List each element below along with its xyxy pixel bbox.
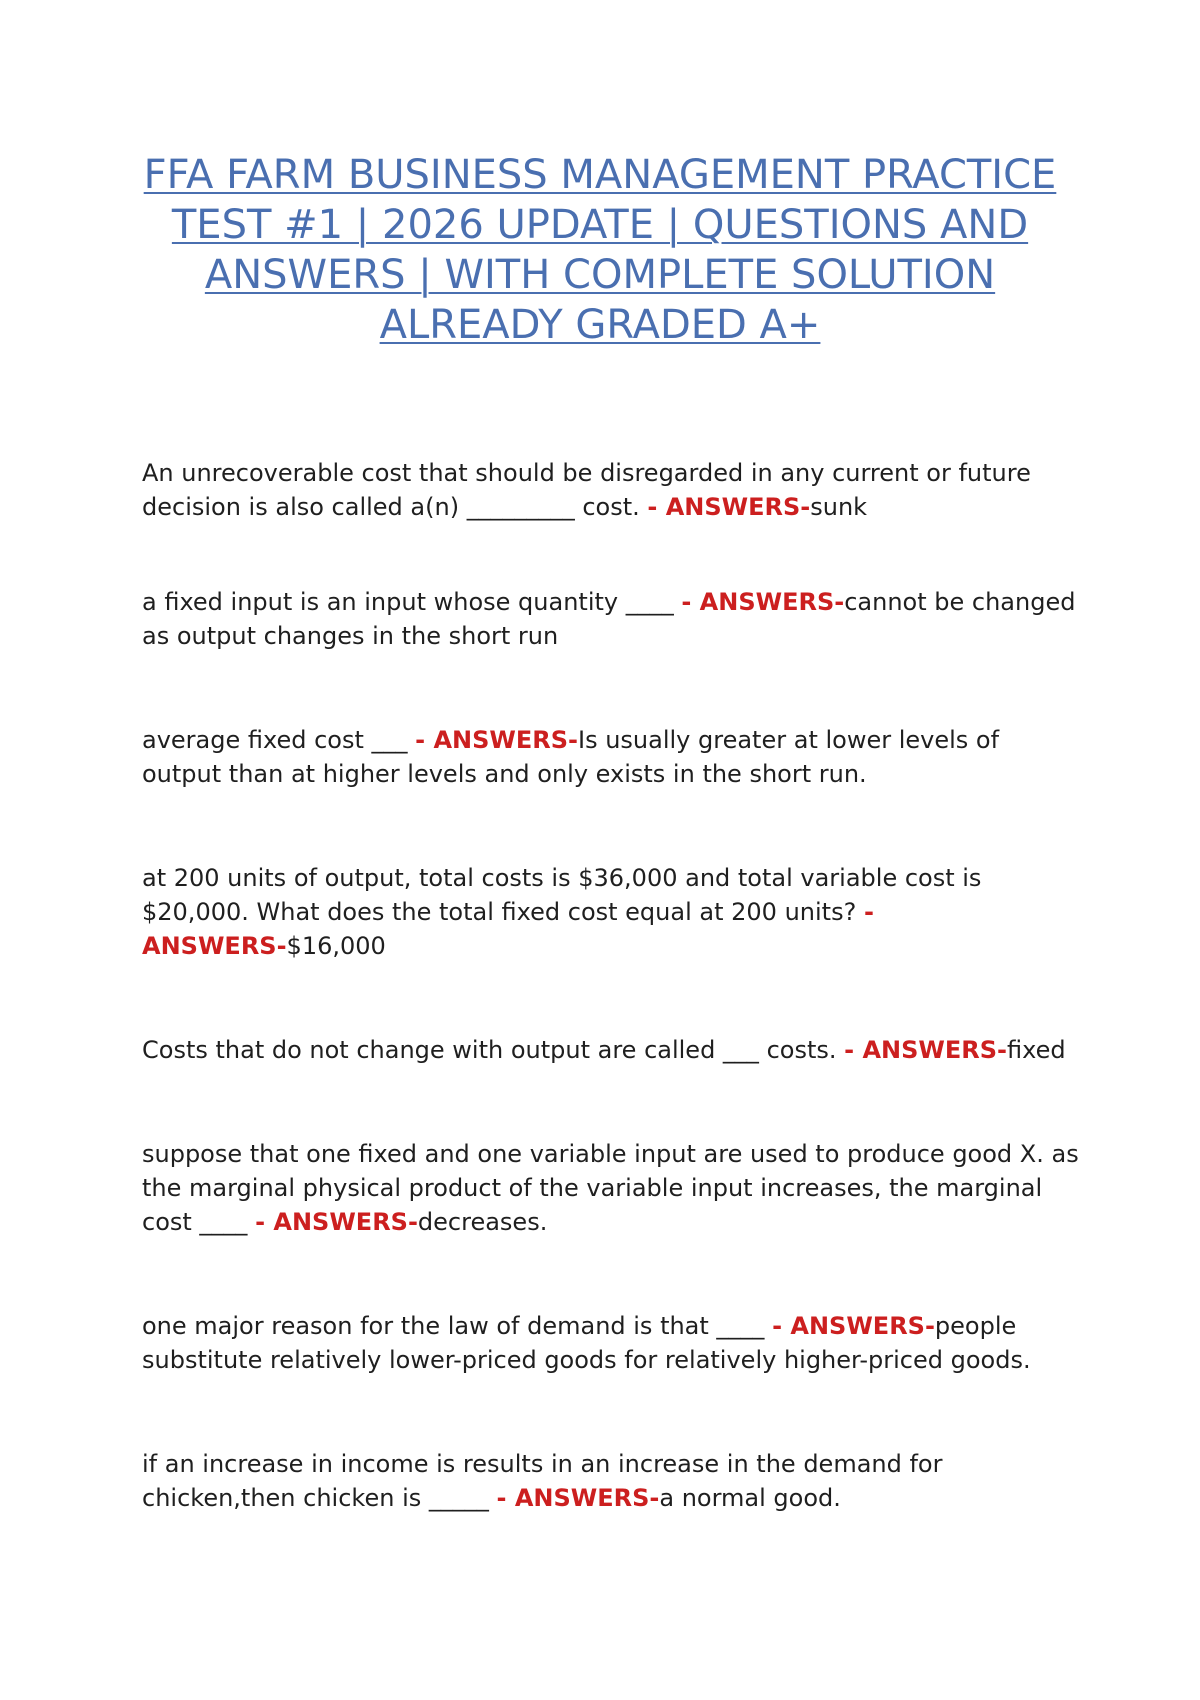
- qa-item: [142, 1447, 1082, 1515]
- answer-marker: - ANSWERS-: [142, 898, 874, 960]
- answer-text: sunk: [810, 493, 868, 521]
- question-text: one major reason for the law of demand is that ____: [142, 1312, 773, 1340]
- answer-marker: - ANSWERS-: [772, 1312, 935, 1340]
- answer-marker: - ANSWERS-: [844, 1036, 1007, 1064]
- question-text: average fixed cost ___: [142, 726, 416, 754]
- qa-item: [142, 861, 1082, 963]
- answer-text: people substitute relatively lower-priced goods for relatively higher-priced goods.: [142, 1312, 1031, 1374]
- question-text: a fixed input is an input whose quantity ____: [142, 588, 682, 616]
- document-title: FFA FARM BUSINESS MANAGEMENT PRACTICE TEST #1 | 2026 UPDATE | QUESTIONS AND ANSWERS | WITH COMPLETE SOLUTION ALREADY GRADED A+: [143, 152, 1057, 348]
- question-text: if an increase in income is results in an increase in the demand for chicken,then chicken is _____: [142, 1450, 943, 1512]
- answer-text: fixed: [1006, 1036, 1066, 1064]
- qa-item: [142, 1309, 1082, 1377]
- answer-marker: - ANSWERS-: [647, 493, 811, 521]
- answer-marker: - ANSWERS-: [681, 588, 845, 616]
- qa-item: [142, 723, 1082, 791]
- question-text: An unrecoverable cost that should be disregarded in any current or future decision is also called a(n) _________ cost.: [142, 459, 1031, 521]
- answer-marker: - ANSWERS-: [496, 1484, 660, 1512]
- qa-item: [142, 585, 1082, 653]
- answer-text: $16,000: [286, 932, 386, 960]
- qa-item: [142, 1137, 1082, 1239]
- question-text: Costs that do not change with output are called ___ costs.: [142, 1036, 845, 1064]
- answer-text: decreases.: [417, 1208, 548, 1236]
- question-text: suppose that one fixed and one variable input are used to produce good X. as the marginal physical product of the variable input increases, the marginal cost ____: [142, 1140, 1079, 1236]
- question-text: at 200 units of output, total costs is $36,000 and total variable cost is $20,000. What does the total fixed cost equal at 200 units?: [142, 864, 982, 926]
- answer-text: cannot be changed as output changes in the short run: [142, 588, 1076, 650]
- qa-item: [142, 456, 1082, 524]
- answer-text: Is usually greater at lower levels of output than at higher levels and only exists in the short run.: [142, 726, 1000, 788]
- answer-marker: - ANSWERS-: [415, 726, 578, 754]
- answer-marker: - ANSWERS-: [255, 1208, 418, 1236]
- qa-list: [142, 456, 1082, 1515]
- answer-text: a normal good.: [659, 1484, 841, 1512]
- qa-item: [142, 1033, 1082, 1067]
